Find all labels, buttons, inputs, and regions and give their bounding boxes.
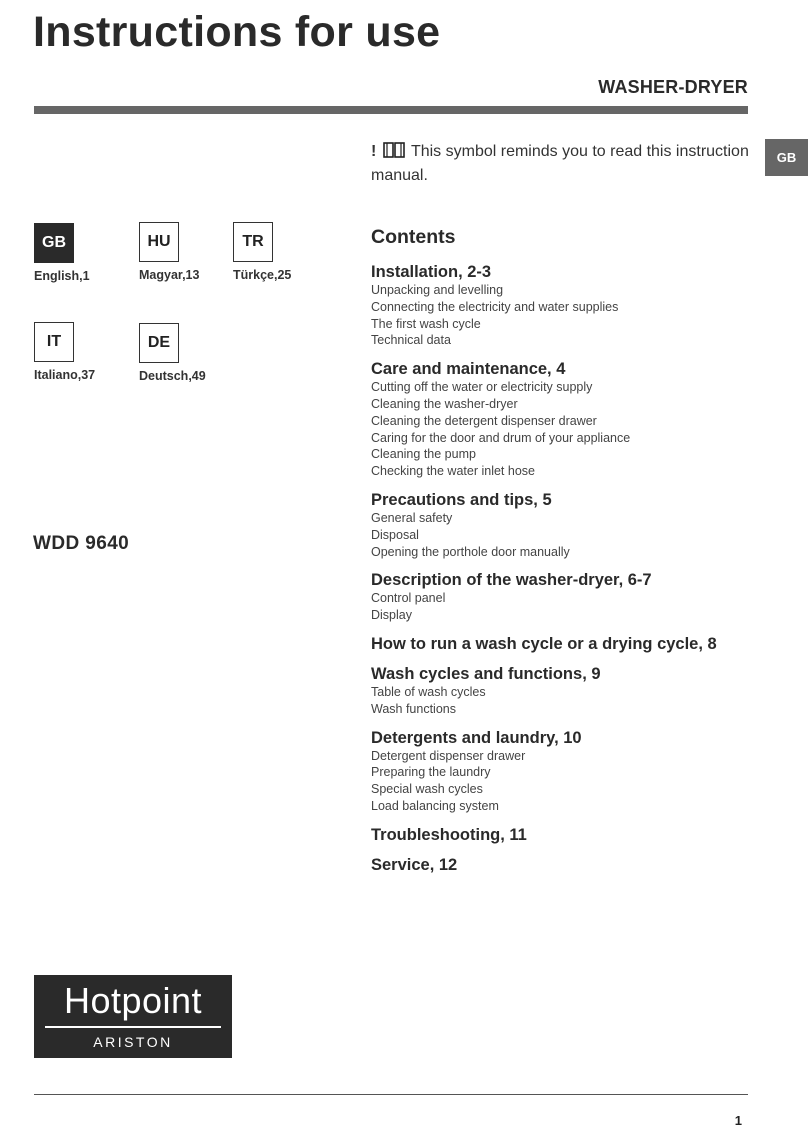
language-ref: Magyar,13 bbox=[139, 268, 200, 282]
language-code: TR bbox=[233, 222, 273, 262]
toc-section-title[interactable]: Detergents and laundry, 10 bbox=[371, 728, 582, 747]
toc-section-care bbox=[371, 359, 761, 480]
language-tr[interactable] bbox=[233, 222, 291, 282]
language-de[interactable] bbox=[139, 323, 206, 383]
header-rule bbox=[34, 106, 748, 114]
toc-item[interactable]: Cleaning the pump bbox=[371, 447, 476, 462]
language-code: GB bbox=[34, 223, 74, 263]
brand-logo bbox=[34, 975, 232, 1058]
toc-section-title[interactable]: Care and maintenance, 4 bbox=[371, 360, 566, 379]
logo-divider bbox=[45, 1026, 221, 1028]
footer-rule bbox=[34, 1094, 748, 1095]
toc-item[interactable]: Cutting off the water or electricity supply bbox=[371, 380, 593, 395]
language-ref: Deutsch,49 bbox=[139, 369, 206, 383]
toc-section-title[interactable]: How to run a wash cycle or a drying cycle, 8 bbox=[371, 634, 717, 653]
product-type: WASHER-DRYER bbox=[598, 77, 748, 97]
toc-section-title[interactable]: Description of the washer-dryer, 6-7 bbox=[371, 571, 652, 590]
page-title: Instructions for use bbox=[33, 8, 441, 56]
toc-item[interactable]: Wash functions bbox=[371, 701, 456, 716]
toc-item[interactable]: Detergent dispenser drawer bbox=[371, 748, 526, 763]
language-code: HU bbox=[139, 222, 179, 262]
toc-item[interactable]: Preparing the laundry bbox=[371, 765, 491, 780]
toc-item[interactable]: Checking the water inlet hose bbox=[371, 464, 535, 479]
notice-text: This symbol reminds you to read this instruction manual. bbox=[371, 143, 749, 184]
toc-section-installation bbox=[371, 262, 761, 349]
toc-item[interactable]: Opening the porthole door manually bbox=[371, 544, 570, 559]
language-code: DE bbox=[139, 323, 179, 363]
logo-sub-brand: ARISTON bbox=[93, 1034, 173, 1050]
language-it[interactable] bbox=[34, 322, 95, 382]
toc-item[interactable]: Special wash cycles bbox=[371, 782, 483, 797]
page-number: 1 bbox=[734, 1113, 742, 1128]
toc-item[interactable]: Caring for the door and drum of your appliance bbox=[371, 430, 631, 445]
toc-item[interactable]: Cleaning the detergent dispenser drawer bbox=[371, 413, 597, 428]
toc-section-title[interactable]: Precautions and tips, 5 bbox=[371, 490, 552, 509]
language-ref: English,1 bbox=[34, 269, 90, 283]
toc-section-title[interactable]: Wash cycles and functions, 9 bbox=[371, 664, 601, 683]
toc-section-wash-cycles bbox=[371, 664, 761, 718]
toc-item[interactable]: Cleaning the washer-dryer bbox=[371, 396, 518, 411]
language-hu[interactable] bbox=[139, 222, 199, 282]
logo-brand: Hotpoint bbox=[63, 980, 203, 1021]
model-number: WDD 9640 bbox=[33, 533, 130, 554]
toc-item[interactable]: Load balancing system bbox=[371, 798, 499, 813]
toc-section-description bbox=[371, 570, 761, 624]
toc-item[interactable]: Disposal bbox=[371, 527, 419, 542]
language-side-tab: GB bbox=[765, 139, 808, 176]
toc-item[interactable]: Connecting the electricity and water supplies bbox=[371, 299, 619, 314]
manual-notice bbox=[371, 141, 761, 186]
toc-item[interactable]: Unpacking and levelling bbox=[371, 283, 504, 297]
book-icon bbox=[383, 141, 405, 165]
toc-item[interactable]: Control panel bbox=[371, 591, 446, 606]
language-ref: Türkçe,25 bbox=[233, 268, 292, 282]
toc-item[interactable]: Technical data bbox=[371, 333, 451, 348]
language-ref: Italiano,37 bbox=[34, 368, 96, 382]
toc-item[interactable]: Display bbox=[371, 608, 412, 623]
notice-exclamation: ! bbox=[371, 143, 377, 160]
contents-heading: Contents bbox=[371, 226, 456, 248]
toc-item[interactable]: The first wash cycle bbox=[371, 316, 481, 331]
toc-section-how-to-run bbox=[371, 634, 761, 654]
toc-section-title[interactable]: Service, 12 bbox=[371, 855, 458, 874]
toc-section-precautions bbox=[371, 490, 761, 560]
toc-section-service bbox=[371, 855, 761, 875]
toc-item[interactable]: General safety bbox=[371, 510, 453, 525]
language-gb[interactable] bbox=[34, 223, 90, 283]
toc-section-troubleshooting bbox=[371, 825, 761, 845]
toc-section-title[interactable]: Installation, 2-3 bbox=[371, 263, 492, 281]
language-code: IT bbox=[34, 322, 74, 362]
toc-section-title[interactable]: Troubleshooting, 11 bbox=[371, 825, 527, 844]
toc-item[interactable]: Table of wash cycles bbox=[371, 684, 486, 699]
toc-section-detergents bbox=[371, 728, 761, 815]
table-of-contents bbox=[371, 226, 761, 885]
